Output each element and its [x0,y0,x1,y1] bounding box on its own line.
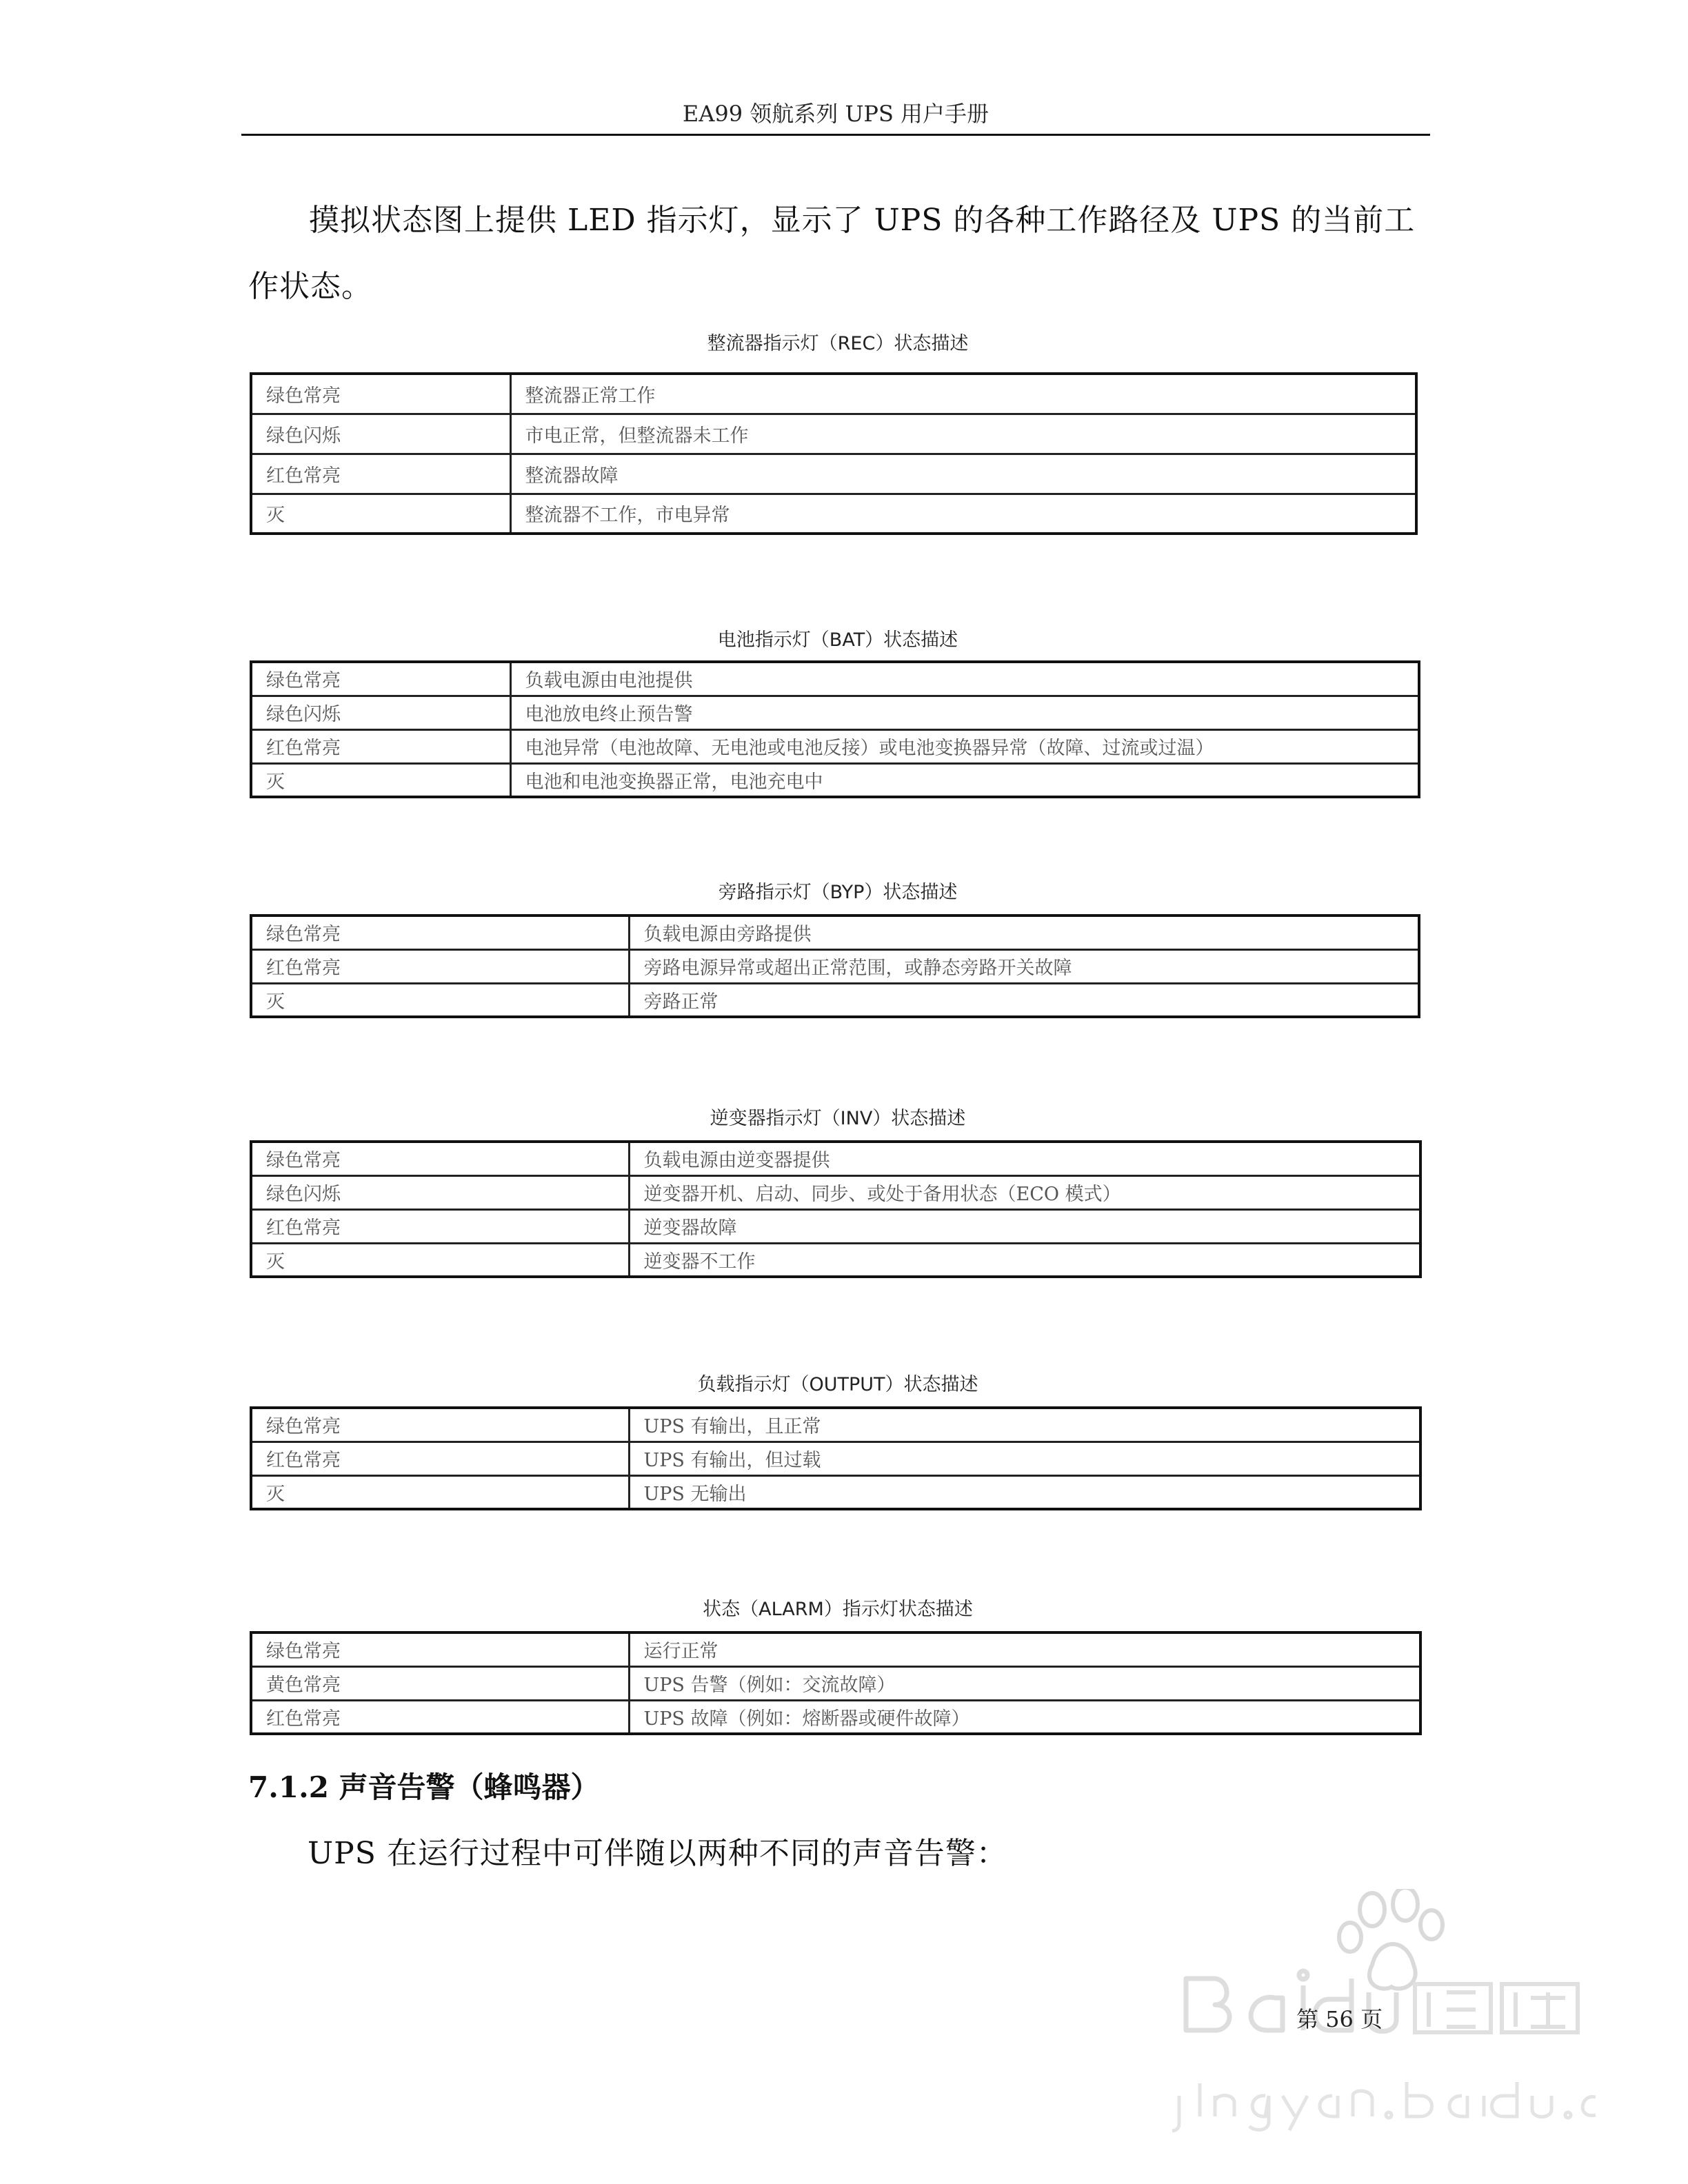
table-cell: 黄色常亮 [251,1666,629,1700]
table-cell: 绿色常亮 [251,374,510,414]
table-cell: 运行正常 [629,1632,1420,1666]
table-row [251,414,1416,454]
alarm-table-caption: 状态（ALARM）指示灯状态描述 [703,1599,973,1620]
table-cell: 灭 [251,1475,629,1509]
table-cell: 红色常亮 [251,1442,629,1475]
table-row [251,696,1419,729]
header-title: EA99 领航系列 UPS 用户手册 [682,101,989,127]
table-cell: 旁路电源异常或超出正常范围，或静态旁路开关故障 [629,949,1419,983]
inv-status-table [250,1140,1422,1278]
inv-table-caption: 逆变器指示灯（INV）状态描述 [710,1108,966,1129]
baidu-paw-icon [1339,1889,1443,1989]
table-cell: 红色常亮 [251,729,510,763]
table-cell: 绿色闪烁 [251,696,510,729]
intro-paragraph: 摸拟状态图上提供 LED 指示灯，显示了 UPS 的各种工作路径及 UPS 的当前工作状态。 [248,203,1416,304]
table-row [251,454,1416,494]
table-cell: 整流器正常工作 [510,374,1416,414]
rec-status-table [250,372,1418,535]
section-heading: 7.1.2 声音告警（蜂鸣器） [248,1770,600,1804]
alarm-status-table [250,1631,1422,1735]
table-cell: 负载电源由逆变器提供 [629,1142,1420,1175]
table-row [251,916,1419,949]
table-cell: UPS 告警（例如：交流故障） [629,1666,1420,1700]
table-row [251,1700,1420,1734]
table-cell: 绿色闪烁 [251,1175,629,1209]
table-row [251,763,1419,797]
table-cell: 红色常亮 [251,1209,629,1243]
page-number: 第 56 页 [1296,2006,1383,2032]
table-cell: 红色常亮 [251,949,629,983]
table-row [251,949,1419,983]
table-cell: UPS 故障（例如：熔断器或硬件故障） [629,1700,1420,1734]
table-cell: 负载电源由电池提供 [510,662,1419,696]
table-cell: 旁路正常 [629,983,1419,1017]
table-cell: 灭 [251,494,510,534]
bat-status-table [250,660,1420,798]
table-cell: 电池和电池变换器正常，电池充电中 [510,763,1419,797]
table-cell: UPS 有输出，且正常 [629,1408,1420,1442]
table-cell: 绿色常亮 [251,662,510,696]
output-table-caption: 负载指示灯（OUTPUT）状态描述 [697,1374,978,1395]
header-rule [241,134,1430,136]
table-cell: 绿色闪烁 [251,414,510,454]
table-cell: 绿色常亮 [251,1632,629,1666]
table-cell: 红色常亮 [251,1700,629,1734]
table-cell: UPS 有输出，但过载 [629,1442,1420,1475]
table-row [251,1632,1420,1666]
table-cell: 市电正常，但整流器未工作 [510,414,1416,454]
table-cell: 电池放电终止预告警 [510,696,1419,729]
table-cell: 逆变器故障 [629,1209,1420,1243]
table-cell: 灭 [251,1243,629,1277]
table-cell: 电池异常（电池故障、无电池或电池反接）或电池变换器异常（故障、过流或过温） [510,729,1419,763]
table-cell: 灭 [251,763,510,797]
table-cell: 灭 [251,983,629,1017]
table-row [251,494,1416,534]
table-row [251,1243,1420,1277]
table-row [251,729,1419,763]
table-row [251,1408,1420,1442]
table-row [251,662,1419,696]
table-cell: 逆变器不工作 [629,1243,1420,1277]
table-row [251,983,1419,1017]
table-cell: 负载电源由旁路提供 [629,916,1419,949]
table-cell: 整流器故障 [510,454,1416,494]
table-cell: 绿色常亮 [251,1408,629,1442]
table-cell: UPS 无输出 [629,1475,1420,1509]
table-cell: 整流器不工作，市电异常 [510,494,1416,534]
table-cell: 绿色常亮 [251,1142,629,1175]
byp-status-table [250,914,1420,1018]
section-paragraph: UPS 在运行过程中可伴随以两种不同的声音告警： [308,1836,1007,1871]
table-row [251,1442,1420,1475]
table-row [251,1475,1420,1509]
baidu-watermark [1172,1889,1600,2165]
table-row [251,1142,1420,1175]
table-row [251,374,1416,414]
table-cell: 逆变器开机、启动、同步、或处于备用状态（ECO 模式） [629,1175,1420,1209]
table-row [251,1175,1420,1209]
table-row [251,1666,1420,1700]
output-status-table [250,1406,1422,1510]
rec-table-caption: 整流器指示灯（REC）状态描述 [707,333,969,354]
bat-table-caption: 电池指示灯（BAT）状态描述 [717,629,958,651]
table-cell: 红色常亮 [251,454,510,494]
byp-table-caption: 旁路指示灯（BYP）状态描述 [718,882,958,903]
table-row [251,1209,1420,1243]
table-cell: 绿色常亮 [251,916,629,949]
